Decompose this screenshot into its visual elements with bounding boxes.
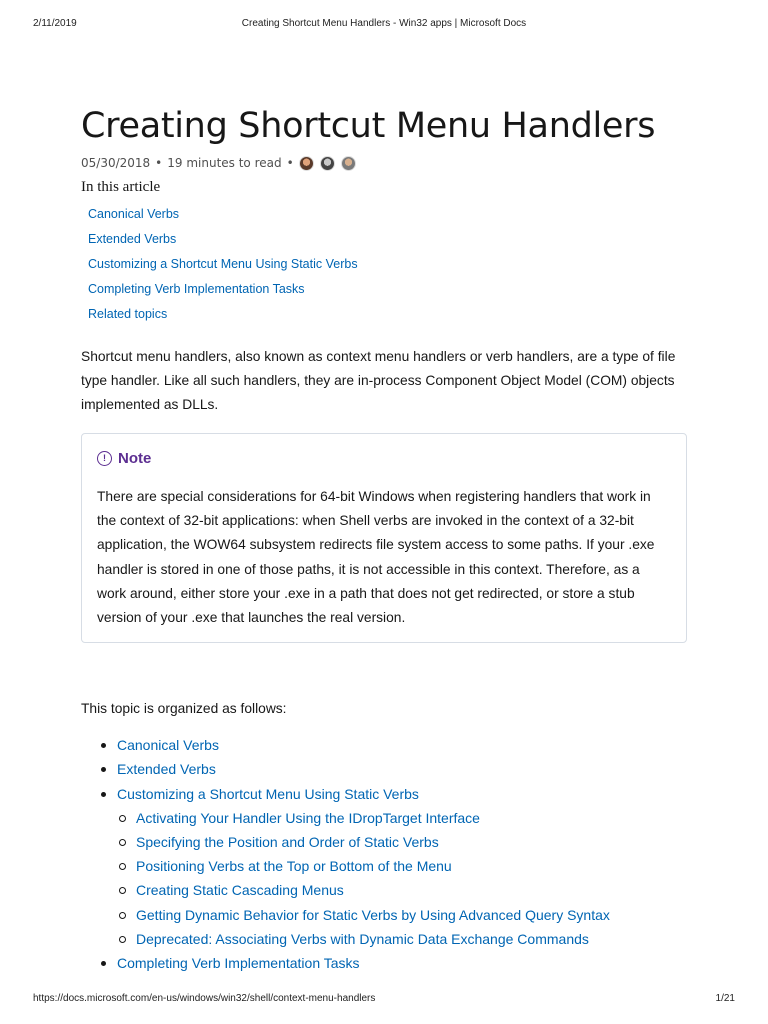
toc-link-customizing-static-verbs[interactable]: Customizing a Shortcut Menu Using Static Verbs (88, 257, 358, 271)
note-callout (81, 433, 687, 643)
contributor-avatar[interactable] (299, 156, 314, 171)
print-title: Creating Shortcut Menu Handlers - Win32 apps | Microsoft Docs (241, 18, 527, 29)
contributor-avatar[interactable] (341, 156, 356, 171)
article-date: 05/30/2018 (81, 156, 151, 170)
subtopic-link-cascading-menus[interactable]: Creating Static Cascading Menus (136, 882, 344, 899)
print-date: 2/11/2019 (33, 18, 77, 29)
toc-item (88, 254, 687, 279)
note-body: There are special considerations for 64-bit Windows when registering handlers that work in the context of 32-bit applications: when Shell verbs are invoked in the context of a 32-bit application, the WOW64 subsystem redirects file system access to some paths. If your .exe handler is stored in one of those paths, it is not accessible in this context. Therefore, as a work around, either store your .exe in a path that does not get redirected, or store a stub version of your .exe that launches the real version. (97, 489, 655, 626)
toc-item (88, 279, 687, 304)
list-item (117, 927, 687, 951)
toc-item (88, 204, 687, 229)
subtopic-link-top-bottom[interactable]: Positioning Verbs at the Top or Bottom of the Menu (136, 858, 452, 875)
topic-link-canonical-verbs[interactable]: Canonical Verbs (117, 737, 219, 754)
toc-link-related-topics[interactable]: Related topics (88, 307, 168, 321)
list-item (117, 854, 687, 878)
print-url: https://docs.microsoft.com/en-us/windows/win32/shell/context-menu-handlers (33, 993, 376, 1004)
subtopic-link-advanced-query[interactable]: Getting Dynamic Behavior for Static Verbs by Using Advanced Query Syntax (136, 906, 610, 923)
subtopic-link-position-order[interactable]: Specifying the Position and Order of Static Verbs (136, 834, 439, 851)
topic-list (81, 733, 687, 975)
table-of-contents (81, 204, 687, 329)
list-item (117, 830, 687, 854)
article-content (81, 100, 687, 975)
meta-separator: • (155, 156, 163, 170)
toc-item (88, 304, 687, 329)
subtopic-list (117, 806, 687, 951)
page-title: Creating Shortcut Menu Handlers (81, 106, 656, 146)
toc-link-extended-verbs[interactable]: Extended Verbs (88, 232, 177, 246)
contributor-avatar[interactable] (320, 156, 335, 171)
info-icon: ! (97, 451, 112, 466)
list-item (98, 782, 687, 951)
intro-paragraph: Shortcut menu handlers, also known as context menu handlers or verb handlers, are a type of file type handler. Like all such handlers, they are in-process Component Object Model (COM) objects implemented as DLLs. (81, 349, 676, 412)
organized-heading: This topic is organized as follows: (81, 701, 287, 717)
list-item (98, 951, 687, 975)
subtopic-link-dde-commands[interactable]: Deprecated: Associating Verbs with Dynamic Data Exchange Commands (136, 930, 589, 947)
subtopic-link-idroptarget[interactable]: Activating Your Handler Using the IDropTarget Interface (136, 809, 480, 826)
list-item (117, 806, 687, 830)
toc-link-canonical-verbs[interactable]: Canonical Verbs (88, 207, 180, 221)
note-label: Note (118, 450, 152, 467)
note-heading (97, 450, 671, 467)
list-item (117, 903, 687, 927)
read-time: 19 minutes to read (167, 156, 282, 170)
topic-link-extended-verbs[interactable]: Extended Verbs (117, 761, 216, 778)
page-number: 1/21 (715, 993, 735, 1004)
in-this-article-heading: In this article (81, 179, 161, 195)
meta-separator: • (286, 156, 294, 170)
article-metadata (81, 154, 687, 172)
list-item (98, 733, 687, 757)
list-item (98, 757, 687, 781)
list-item (117, 878, 687, 902)
toc-item (88, 229, 687, 254)
toc-link-completing-tasks[interactable]: Completing Verb Implementation Tasks (88, 282, 305, 296)
topic-link-customizing-static-verbs[interactable]: Customizing a Shortcut Menu Using Static Verbs (117, 785, 419, 802)
topic-link-completing-tasks[interactable]: Completing Verb Implementation Tasks (117, 955, 360, 972)
